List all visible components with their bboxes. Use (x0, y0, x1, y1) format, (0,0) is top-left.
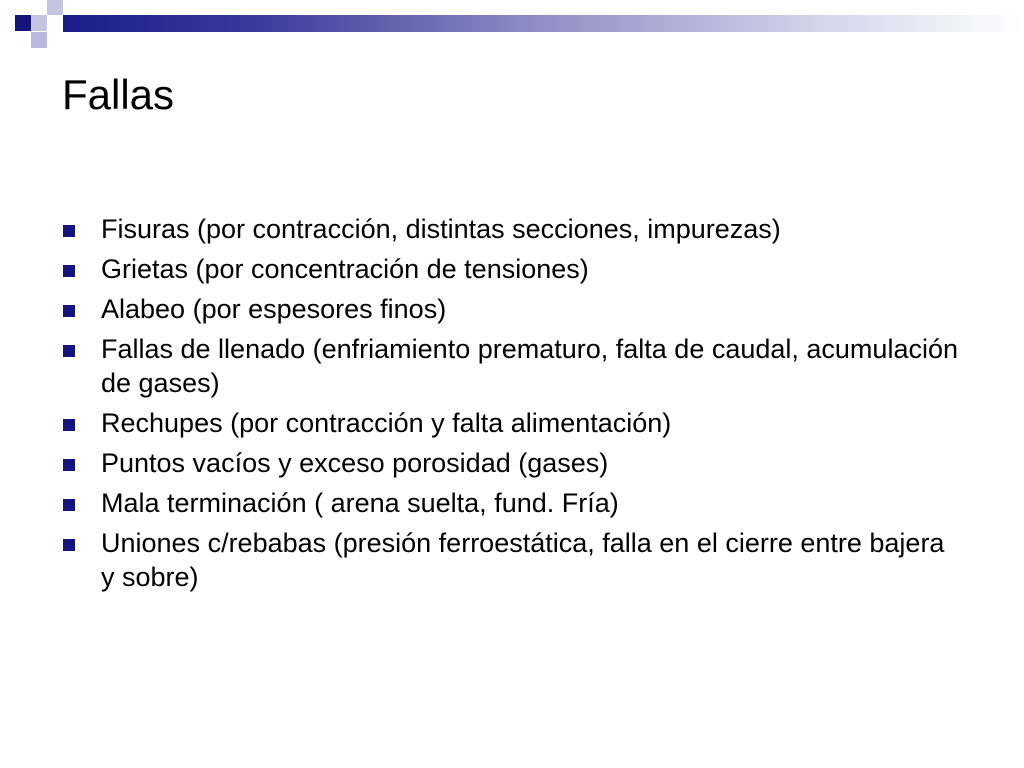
bullet-item (62, 252, 962, 286)
bullet-text: Mala terminación ( arena suelta, fund. Fría) (101, 488, 619, 518)
square-bullet-icon (63, 539, 75, 551)
bullet-text: Grietas (por concentración de tensiones) (101, 254, 589, 284)
bullet-text: Rechupes (por contracción y falta alimentación) (101, 408, 672, 438)
square-bullet-icon (63, 265, 75, 277)
square-bullet-icon (63, 305, 75, 317)
bullet-text: Alabeo (por espesores finos) (101, 294, 447, 324)
header-decoration (0, 0, 1024, 60)
bullet-text: Puntos vacíos y exceso porosidad (gases) (101, 448, 609, 478)
square-bullet-icon (63, 419, 75, 431)
square-bullet-icon (63, 345, 75, 357)
bullet-text: Fisuras (por contracción, distintas secciones, impurezas) (101, 214, 781, 244)
decor-square (31, 32, 47, 48)
decor-square (15, 0, 31, 15)
decor-square (47, 0, 63, 15)
bullet-item (62, 212, 962, 246)
slide-title: Fallas (62, 71, 175, 118)
square-bullet-icon (63, 499, 75, 511)
square-bullet-icon (63, 225, 75, 237)
bullet-item (62, 292, 962, 326)
bullet-text: Fallas de llenado (enfriamiento prematuro, falta de caudal, acumulación de gases) (101, 334, 958, 398)
bullet-item (62, 446, 962, 480)
decor-square (31, 15, 47, 31)
square-bullet-icon (63, 459, 75, 471)
bullet-item (62, 332, 962, 400)
header-gradient-bar (63, 15, 1024, 32)
bullet-text: Uniones c/rebabas (presión ferroestática, falla en el cierre entre bajera y sobre) (101, 528, 945, 592)
bullet-item (62, 526, 962, 594)
bullet-item (62, 406, 962, 440)
bullet-item (62, 486, 962, 520)
decor-square (47, 15, 63, 32)
bullet-list (62, 212, 962, 600)
decor-square (15, 15, 31, 31)
